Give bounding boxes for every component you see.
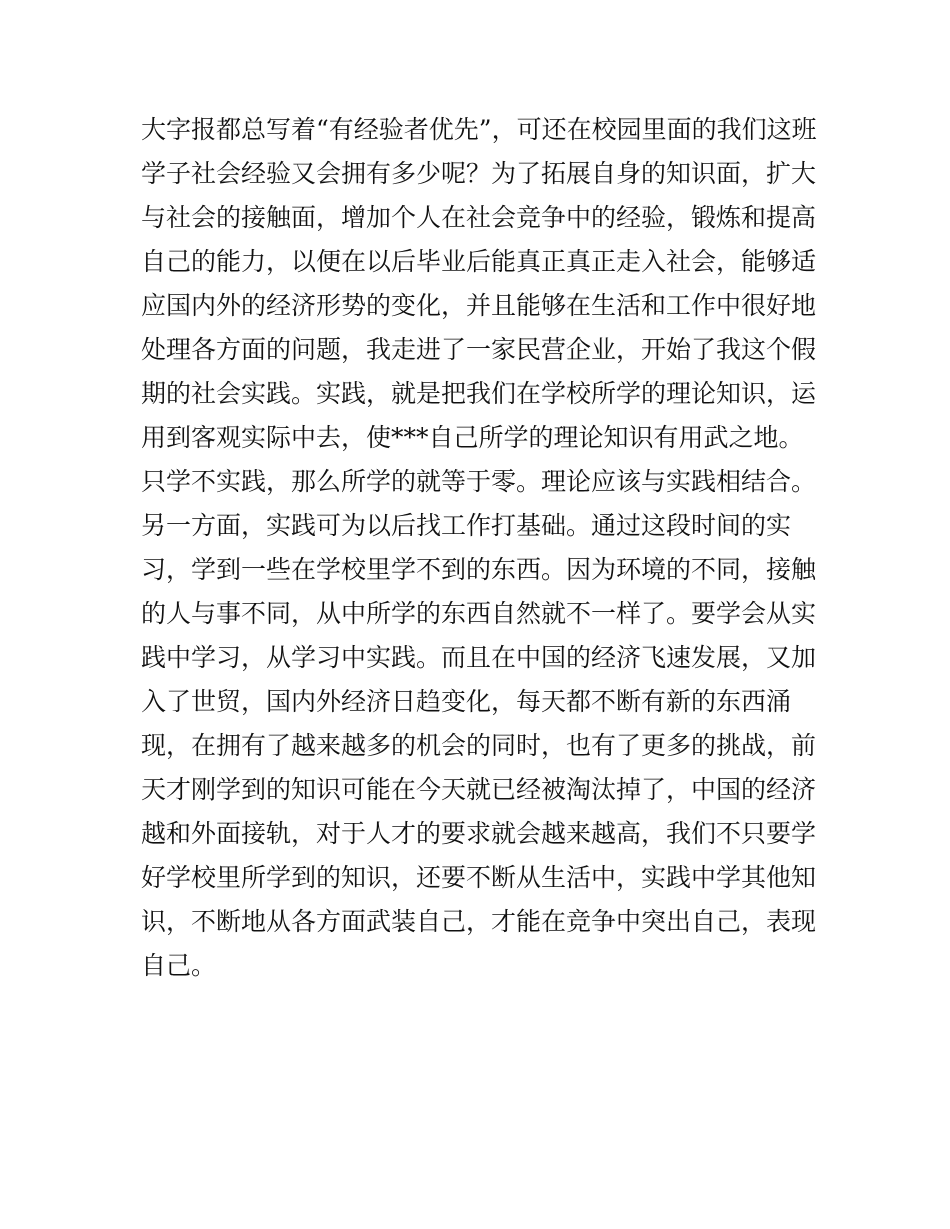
text-line-6: 处理各方面的问题，我走进了一家民营企业，开始了我这个假	[141, 335, 817, 364]
text-line-16: 天才刚学到的知识可能在今天就已经被淘汰掉了，中国的经济	[141, 775, 817, 804]
body-paragraph	[141, 108, 821, 988]
text-line-10: 另一方面，实践可为以后找工作打基础。通过这段时间的实	[141, 511, 792, 540]
text-line-18: 好学校里所学到的知识，还要不断从生活中，实践中学其他知	[141, 863, 817, 892]
text-line-8: 用到客观实际中去，使***自己所学的理论知识有用武之地。	[141, 423, 804, 452]
text-line-20: 自己。	[141, 951, 217, 980]
text-line-4: 自己的能力，以便在以后毕业后能真正真正走入社会，能够适	[141, 247, 817, 276]
text-line-1: 大字报都总写着“有经验者优先”，可还在校园里面的我们这班	[141, 115, 817, 144]
text-line-12: 的人与事不同，从中所学的东西自然就不一样了。要学会从实	[141, 599, 817, 628]
text-line-13: 践中学习，从学习中实践。而且在中国的经济飞速发展，又加	[141, 643, 817, 672]
text-line-19: 识，不断地从各方面武装自己，才能在竞争中突出自己，表现	[141, 907, 817, 936]
text-line-7: 期的社会实践。实践，就是把我们在学校所学的理论知识，运	[141, 379, 817, 408]
text-line-17: 越和外面接轨，对于人才的要求就会越来越高，我们不只要学	[141, 819, 817, 848]
text-line-14: 入了世贸，国内外经济日趋变化，每天都不断有新的东西涌	[141, 687, 792, 716]
text-line-9: 只学不实践，那么所学的就等于零。理论应该与实践相结合。	[141, 467, 817, 496]
text-line-5: 应国内外的经济形势的变化，并且能够在生活和工作中很好地	[141, 291, 817, 320]
text-line-2: 学子社会经验又会拥有多少呢？为了拓展自身的知识面，扩大	[141, 159, 817, 188]
text-line-15: 现，在拥有了越来越多的机会的同时，也有了更多的挑战，前	[141, 731, 817, 760]
text-line-11: 习，学到一些在学校里学不到的东西。因为环境的不同，接触	[141, 555, 817, 584]
text-line-3: 与社会的接触面，增加个人在社会竞争中的经验，锻炼和提高	[141, 203, 817, 232]
